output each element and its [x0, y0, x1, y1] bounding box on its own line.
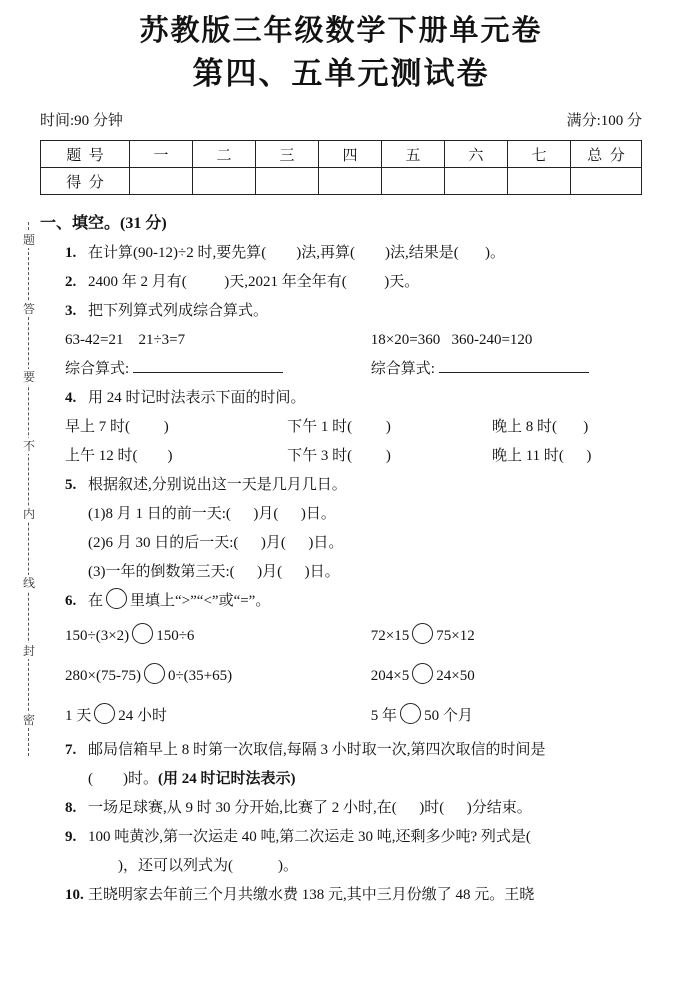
compare-circle — [132, 623, 153, 644]
question-line: 一场足球赛,从 9 时 30 分开始,比赛了 2 小时,在( )时( )分结束。 — [88, 800, 532, 816]
question-line: 在计算(90-12)÷2 时,要先算( )法,再算( )法,结果是( )。 — [88, 245, 505, 261]
question-number: 5. — [65, 477, 77, 493]
seal-line — [22, 222, 36, 756]
question-line: ( )时。(用 24 时记时法表示) — [88, 771, 296, 787]
question-line: 把下列算式列成综合算式。 — [88, 303, 269, 319]
question-line-column: 18×20=360 360-240=120 — [370, 332, 533, 348]
question-line-column: 204×5 24×50 — [371, 656, 642, 696]
question-line: 邮局信箱早上 8 时第一次取信,每隔 3 小时取一次,第四次取信的时间是 — [88, 742, 546, 758]
question-line-column: 综合算式: — [65, 355, 371, 384]
question-line-column: 1 天 24 小时 — [65, 696, 371, 736]
question-line: 100 吨黄沙,第一次运走 40 吨,第二次运走 30 吨,还剩多少吨? 列式是( — [88, 829, 531, 845]
seal-line-char: 线 — [22, 575, 35, 590]
compare-circle — [400, 703, 421, 724]
score-row-empty-cell — [130, 168, 193, 195]
seal-line-char: 要 — [22, 370, 35, 384]
question-line — [65, 413, 642, 442]
question-number: 6. — [65, 593, 77, 609]
seal-line-char: 内 — [22, 507, 35, 521]
compare-circle — [412, 623, 433, 644]
question-line: 在 里填上“>”“<”或“=”。 — [88, 587, 642, 616]
score-table-score-row — [41, 168, 642, 195]
question-line-column: 晚上 8 时( ) — [491, 419, 589, 435]
score-table-header-cell: 题 号 — [41, 141, 130, 168]
compare-circle — [144, 663, 165, 684]
paper-content — [40, 14, 642, 910]
question-number: 8. — [65, 800, 77, 816]
question-line-column: 280×(75-75) 0÷(35+65) — [65, 656, 371, 696]
question-line-column: 150÷(3×2) 150÷6 — [65, 616, 371, 656]
question-line-column: 下午 1 时( ) — [287, 419, 391, 435]
seal-line-char: 封 — [22, 644, 35, 658]
answer-blank-line — [439, 358, 589, 373]
question — [65, 239, 642, 268]
question — [65, 794, 642, 823]
score-row-empty-cell — [508, 168, 571, 195]
compare-circle — [412, 663, 433, 684]
compare-circle — [106, 588, 127, 609]
question — [65, 471, 642, 587]
score-row-empty-cell — [445, 168, 508, 195]
question-line — [65, 616, 642, 656]
seal-line-char: 密 — [22, 712, 35, 727]
question-line-column: 综合算式: — [371, 355, 642, 384]
question-line — [65, 326, 642, 355]
question-line: 2400 年 2 月有( )天,2021 年全年有( )天。 — [88, 274, 420, 290]
seal-line-char: 题 — [22, 233, 35, 247]
answer-blank-line — [133, 358, 283, 373]
compare-circle — [94, 703, 115, 724]
question-line: 用 24 时记时法表示下面的时间。 — [88, 390, 306, 406]
score-table-header-cell: 二 — [193, 141, 256, 168]
score-row-empty-cell — [319, 168, 382, 195]
question — [65, 297, 642, 384]
section-heading: 一、填空。(31 分) — [40, 215, 167, 232]
question-number: 10. — [65, 887, 84, 903]
seal-line-char: 不 — [22, 438, 35, 453]
question-line: 根据叙述,分别说出这一天是几月几日。 — [88, 477, 347, 493]
question — [65, 881, 642, 910]
question-number: 2. — [65, 274, 77, 290]
question-line: (2)6 月 30 日的后一天:( )月( )日。 — [88, 535, 344, 551]
question-line — [65, 355, 642, 384]
question-line: (1)8 月 1 日的前一天:( )月( )日。 — [88, 506, 336, 522]
question-line-column: 早上 7 时( ) — [65, 419, 169, 435]
question — [65, 736, 642, 794]
question-number: 9. — [65, 829, 77, 845]
score-table-header-cell: 七 — [508, 141, 571, 168]
meta-row — [40, 110, 642, 132]
score-table-header-cell: 五 — [382, 141, 445, 168]
score-row-empty-cell — [256, 168, 319, 195]
question-line — [65, 656, 642, 696]
score-table-header-cell: 六 — [445, 141, 508, 168]
score-row-empty-cell — [382, 168, 445, 195]
score-row-empty-cell — [193, 168, 256, 195]
score-table — [40, 140, 642, 195]
question-line-column: 5 年 50 个月 — [371, 696, 642, 736]
score-table-header-cell: 一 — [130, 141, 193, 168]
score-row-label: 得 分 — [41, 168, 130, 195]
question — [65, 823, 642, 881]
question-line-column: 63-42=21 21÷3=7 — [65, 332, 186, 348]
paper-title: 苏教版三年级数学下册单元卷 — [139, 15, 543, 47]
score-table-header-row — [41, 141, 642, 168]
question-line: (3)一年的倒数第三天:( )月( )日。 — [88, 564, 340, 580]
bold-note: (用 24 时记时法表示) — [158, 771, 296, 787]
score-table-header-cell: 三 — [256, 141, 319, 168]
questions — [40, 239, 642, 910]
question-number: 3. — [65, 303, 77, 319]
question — [65, 384, 642, 471]
paper-subtitle: 第四、五单元测试卷 — [192, 56, 490, 91]
question-line-column: 72×15 75×12 — [371, 616, 642, 656]
score-row-empty-cell — [571, 168, 642, 195]
question-line-column: 上午 12 时( ) — [65, 448, 173, 464]
question-number: 7. — [65, 742, 77, 758]
question-line-column: 下午 3 时( ) — [287, 448, 391, 464]
question — [65, 587, 642, 736]
full-score-label: 满分:100 分 — [566, 113, 642, 129]
score-table-header-cell: 总 分 — [571, 141, 642, 168]
seal-line-char: 答 — [22, 301, 35, 316]
question-line — [65, 442, 642, 471]
question-line: 王晓明家去年前三个月共缴水费 138 元,其中三月份缴了 48 元。王晓 — [88, 887, 535, 903]
question-number: 4. — [65, 390, 77, 406]
question-line: )，还可以列式为( )。 — [88, 858, 298, 874]
time-label: 时间:90 分钟 — [40, 113, 123, 129]
question-line — [65, 696, 642, 736]
score-table-header-cell: 四 — [319, 141, 382, 168]
question — [65, 268, 642, 297]
question-number: 1. — [65, 245, 77, 261]
question-line-column: 晚上 11 时( ) — [491, 448, 592, 464]
